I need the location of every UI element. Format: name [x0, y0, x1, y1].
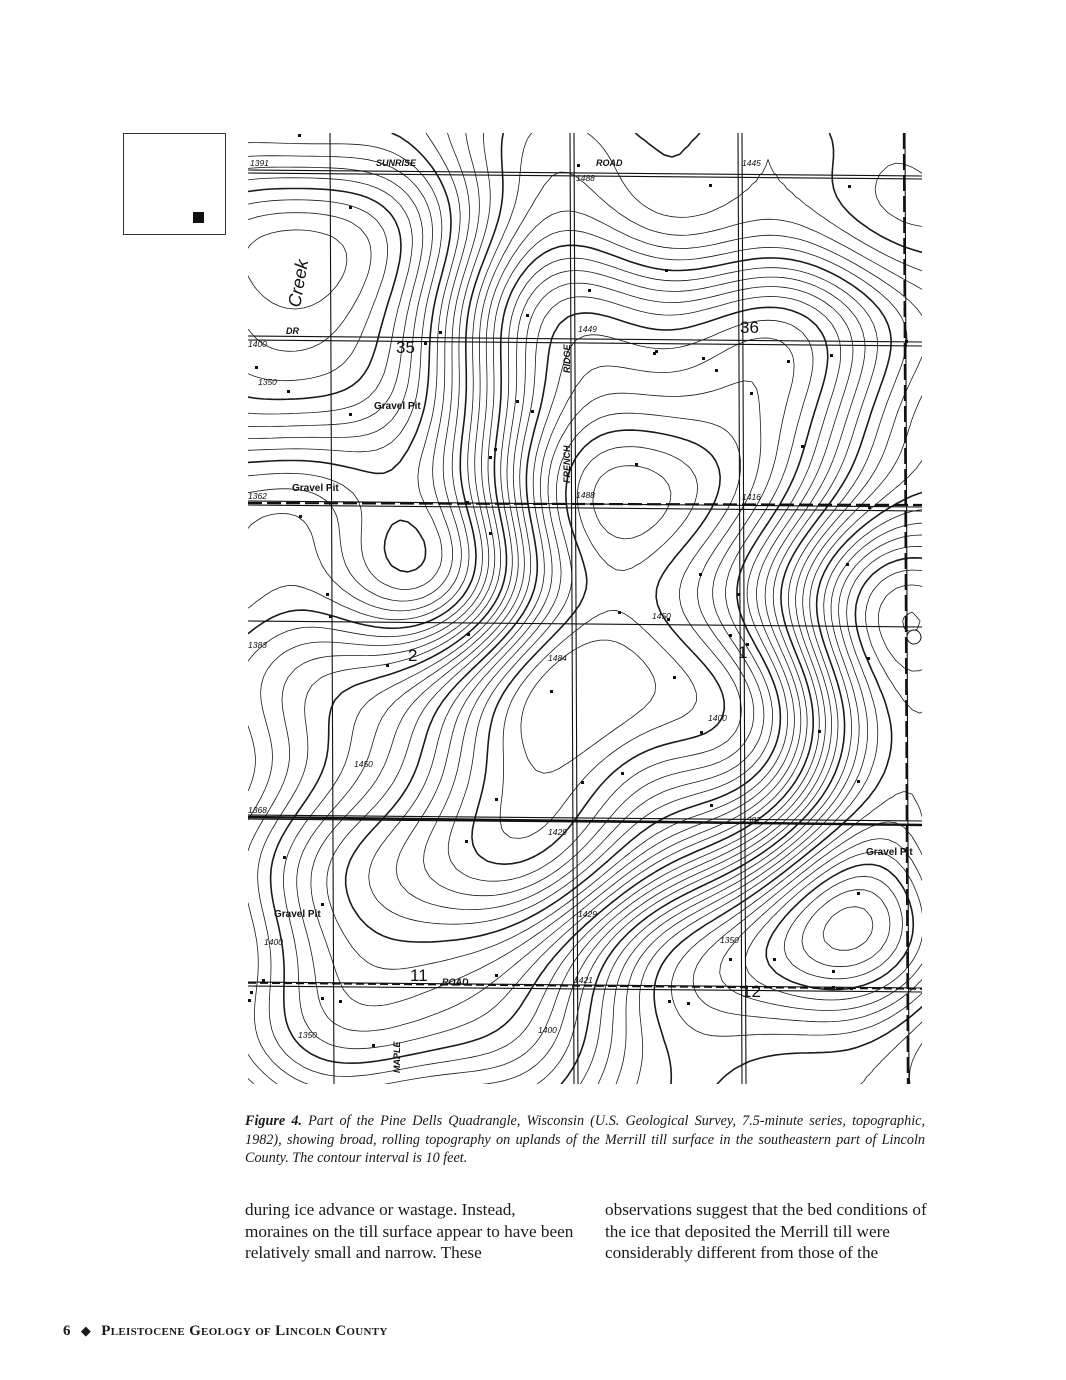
- diamond-separator-icon: ◆: [80, 1323, 92, 1338]
- section-number-label: 36: [740, 318, 759, 337]
- figure-caption-text: Part of the Pine Dells Quadrangle, Wisconsin (U.S. Geological Survey, 7.5-minute series, topographic, 1982), showing broad, rolling topography on uplands of the Merrill till surface in the southeastern part of Lincoln County. The contour interval is 10 feet.: [245, 1113, 925, 1166]
- section-number-label: 12: [742, 982, 761, 1001]
- elevation-label: 1429: [578, 909, 597, 919]
- elevation-label: 1387: [742, 815, 761, 825]
- figure-label: Figure 4.: [245, 1113, 302, 1129]
- road-name-label: ROAD: [596, 158, 623, 168]
- elevation-label: 1350: [258, 377, 277, 387]
- page-footer: [63, 1323, 388, 1340]
- elevation-label: 1450: [652, 611, 671, 621]
- gravel-pit-label: Gravel Pit: [292, 483, 339, 494]
- elevation-label: 1391: [250, 158, 269, 168]
- gravel-pit-label: Gravel Pit: [274, 909, 321, 920]
- elevation-label: 1400: [708, 713, 727, 723]
- elevation-label: 1445: [742, 158, 761, 168]
- road-name-label: SUNRISE: [376, 158, 417, 168]
- section-number-label: 2: [408, 646, 418, 665]
- section-number-label: 1: [738, 643, 748, 662]
- elevation-label: 1362: [248, 491, 267, 501]
- elevation-label: 1484: [548, 653, 567, 663]
- running-title: Pleistocene Geology of Lincoln County: [101, 1323, 388, 1339]
- elevation-label: 1429: [548, 827, 567, 837]
- elevation-label: 1488: [576, 173, 595, 183]
- locator-map-box: [123, 133, 226, 235]
- road-name-label: MAPLE: [392, 1041, 402, 1073]
- road-name-label: DR: [286, 326, 299, 336]
- section-number-label: 11: [410, 966, 428, 985]
- elevation-label: 1350: [720, 935, 739, 945]
- body-text-column-1: during ice advance or wastage. Instead, moraines on the till surface appear to have been relatively small and narrow. These: [245, 1200, 574, 1262]
- elevation-label: 1449: [578, 324, 597, 334]
- elevation-label: 1350: [298, 1030, 317, 1040]
- elevation-label: 1383: [248, 640, 267, 650]
- road-name-label: RIDGE: [562, 344, 572, 373]
- elevation-label: 1368: [248, 805, 267, 815]
- body-text-column-2: observations suggest that the bed conditions of the ice that deposited the Merrill till were considerably different from those of the: [605, 1200, 927, 1262]
- topographic-map: [248, 133, 922, 1084]
- locator-marker: [193, 212, 204, 223]
- gravel-pit-label: Gravel Pit: [866, 847, 913, 858]
- figure-caption: [245, 1112, 925, 1168]
- elevation-label: 1400: [538, 1025, 557, 1035]
- road-name-label: ROAD: [442, 977, 469, 987]
- elevation-label: 1400: [248, 339, 267, 349]
- elevation-label: 1488: [576, 490, 595, 500]
- creek-label: Creek: [284, 257, 313, 309]
- section-number-label: 35: [396, 338, 415, 357]
- road-name-label: FRENCH: [562, 445, 572, 483]
- elevation-label: 1400: [264, 937, 283, 947]
- elevation-label: 1421: [574, 975, 593, 985]
- page-number: 6: [63, 1323, 71, 1339]
- elevation-label: 1416: [742, 492, 761, 502]
- gravel-pit-label: Gravel Pit: [374, 401, 421, 412]
- elevation-label: 1450: [354, 759, 373, 769]
